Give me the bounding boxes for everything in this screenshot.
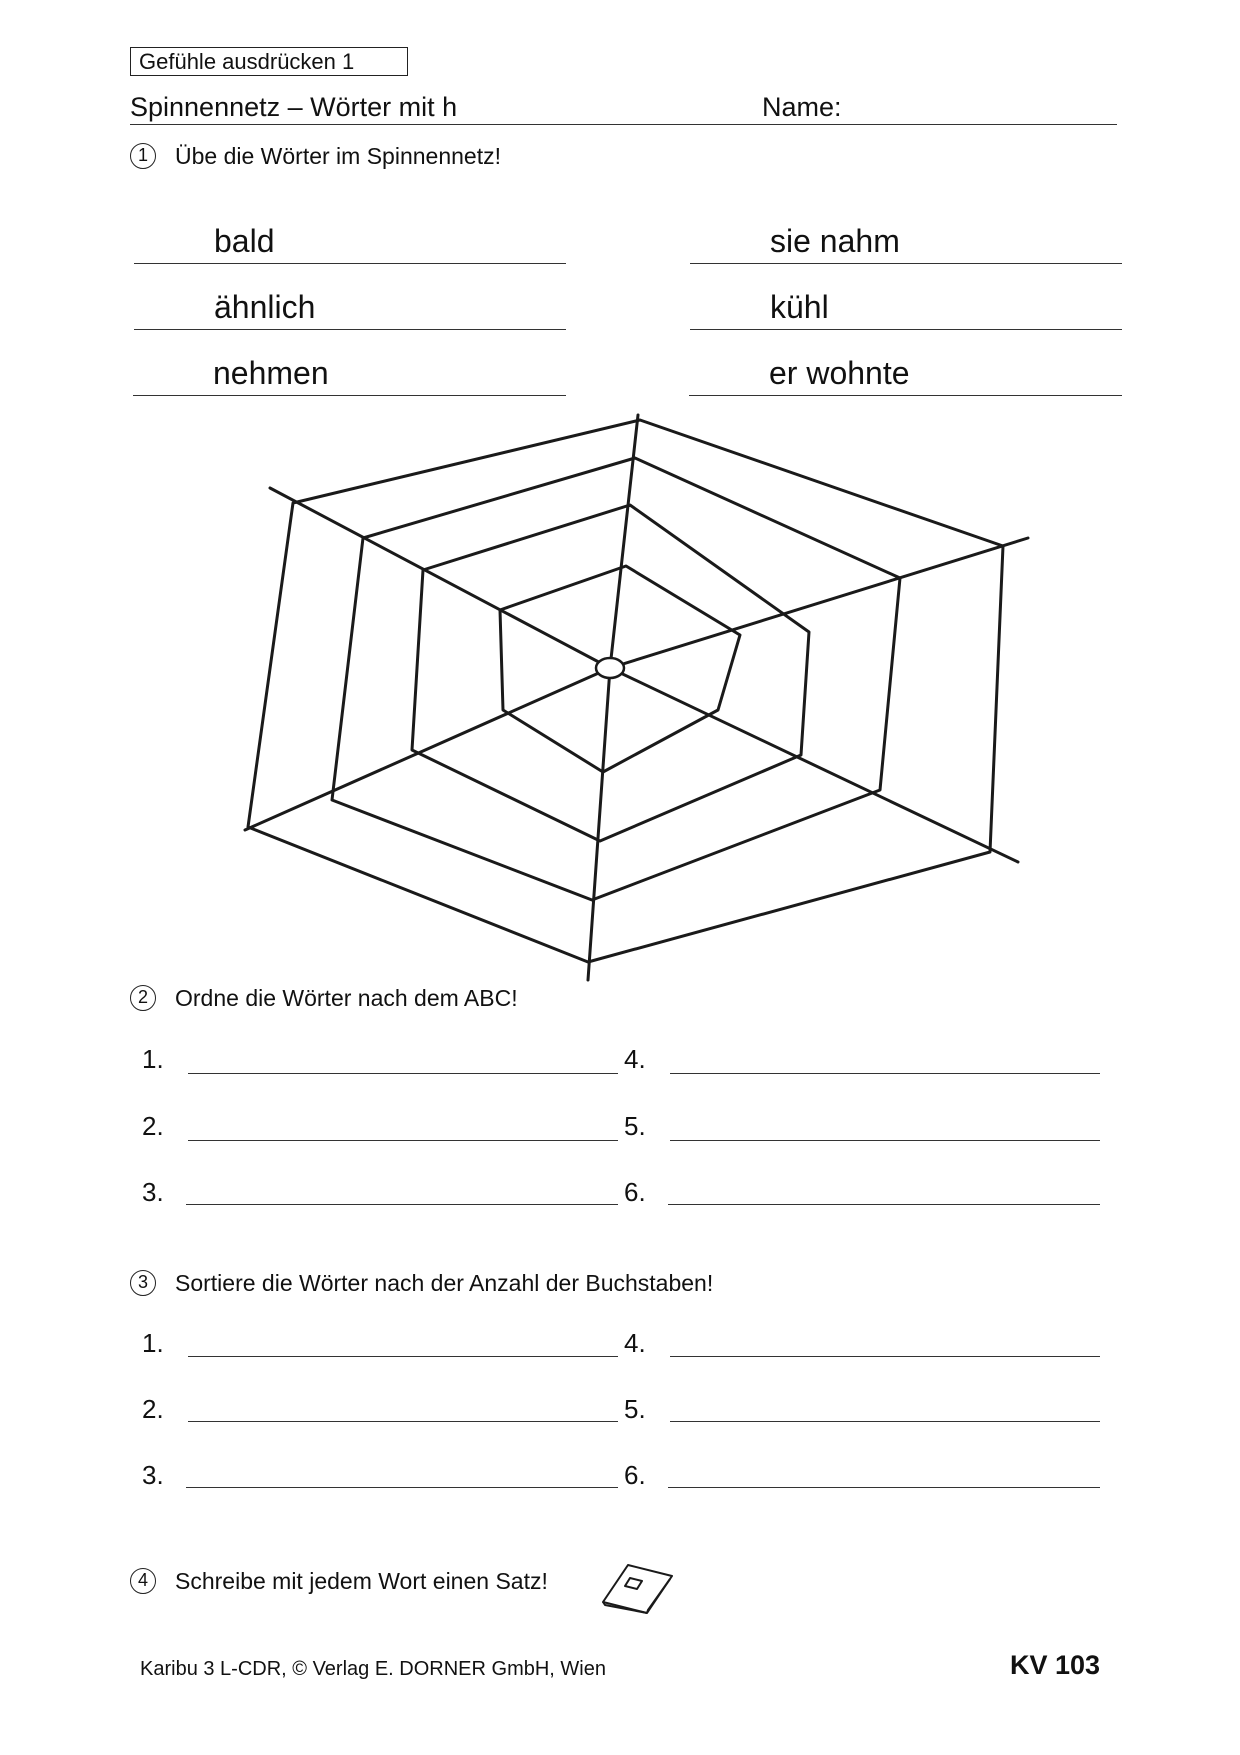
length-line-1[interactable] — [188, 1356, 618, 1357]
length-line-5[interactable] — [670, 1421, 1100, 1422]
task-number-3: 3 — [130, 1270, 156, 1296]
abc-line-2[interactable] — [188, 1140, 618, 1141]
length-line-2[interactable] — [188, 1421, 618, 1422]
abc-number-6: 6. — [624, 1177, 646, 1207]
abc-line-6[interactable] — [668, 1204, 1100, 1205]
length-number-1: 1. — [142, 1328, 164, 1358]
abc-number-2: 2. — [142, 1111, 164, 1141]
length-line-3[interactable] — [186, 1487, 618, 1488]
length-line-6[interactable] — [668, 1487, 1100, 1488]
length-number-4: 4. — [624, 1328, 646, 1358]
worksheet-code: KV 103 — [1010, 1650, 1101, 1680]
word-aehnlich: ähnlich — [214, 289, 316, 325]
web-radial-lower-right — [610, 668, 1018, 862]
web-radial-top — [610, 415, 638, 668]
task-3-text: Sortiere die Wörter nach der Anzahl der Buchstaben! — [175, 1270, 714, 1296]
abc-number-4: 4. — [624, 1044, 646, 1074]
task-1-text: Übe die Wörter im Spinnennetz! — [175, 143, 501, 169]
task-4 — [130, 1568, 830, 1598]
word-er-wohnte: er wohnte — [769, 355, 910, 391]
notebook-icon — [600, 1560, 675, 1615]
name-label: Name: — [762, 92, 842, 122]
footer-credit: Karibu 3 L-CDR, © Verlag E. DORNER GmbH, Wien — [140, 1658, 606, 1680]
task-number-1: 1 — [130, 143, 156, 169]
web-center — [596, 658, 624, 678]
web-radial-upper-right — [610, 538, 1028, 668]
abc-number-3: 3. — [142, 1177, 164, 1207]
word-nehmen: nehmen — [213, 355, 329, 391]
task-number-2: 2 — [130, 985, 156, 1011]
abc-line-5[interactable] — [670, 1140, 1100, 1141]
word-bald: bald — [214, 223, 275, 259]
task-2-text: Ordne die Wörter nach dem ABC! — [175, 985, 518, 1011]
task-4-text: Schreibe mit jedem Wort einen Satz! — [175, 1568, 548, 1594]
abc-number-1: 1. — [142, 1044, 164, 1074]
task-number-4: 4 — [130, 1568, 156, 1594]
task-2 — [130, 985, 830, 1015]
task-3 — [130, 1270, 1030, 1300]
abc-line-4[interactable] — [670, 1073, 1100, 1074]
length-number-6: 6. — [624, 1460, 646, 1490]
word-kuehl: kühl — [770, 289, 829, 325]
web-radial-lower-left — [245, 668, 610, 830]
abc-line-3[interactable] — [186, 1204, 618, 1205]
length-number-2: 2. — [142, 1394, 164, 1424]
length-number-5: 5. — [624, 1394, 646, 1424]
worksheet-title: Spinnennetz – Wörter mit h — [130, 92, 458, 122]
length-line-4[interactable] — [670, 1356, 1100, 1357]
word-sie-nahm: sie nahm — [770, 223, 900, 259]
abc-line-1[interactable] — [188, 1073, 618, 1074]
length-number-3: 3. — [142, 1460, 164, 1490]
abc-number-5: 5. — [624, 1111, 646, 1141]
web-radial-bottom — [588, 668, 610, 980]
series-label: Gefühle ausdrücken 1 — [130, 47, 408, 76]
